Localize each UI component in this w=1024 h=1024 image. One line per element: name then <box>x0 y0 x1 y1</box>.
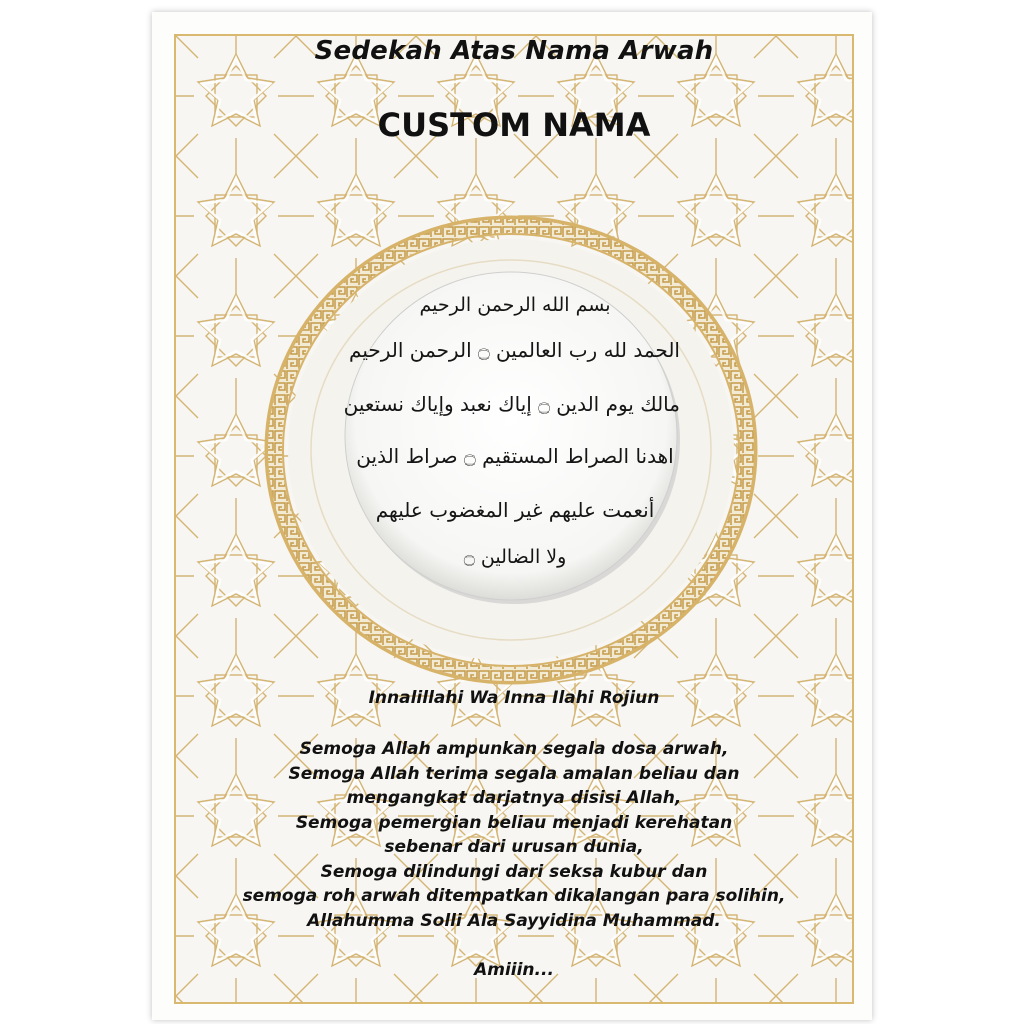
closing-amin: Amiiin... <box>474 960 554 980</box>
prayer-line: Semoga pemergian beliau menjadi kerehatan <box>295 812 733 833</box>
prayer-text <box>174 737 854 933</box>
calligraphy-line: الحمد لله رب العالمين ۝ الرحمن الرحيم <box>349 338 680 362</box>
calligraphy-line: أنعمت عليهم غير المغضوب عليهم <box>375 498 655 522</box>
rojiun-heading: Innalillahi Wa Inna Ilahi Rojiun <box>368 688 660 708</box>
prayer-line: Semoga Allah terima segala amalan beliau dan <box>288 763 740 784</box>
prayer-line: Semoga dilindungi dari seksa kubur dan <box>320 861 708 882</box>
calligraphy-line: اهدنا الصراط المستقيم ۝ صراط الذين <box>356 444 674 468</box>
custom-name-placeholder: CUSTOM NAMA <box>377 106 651 144</box>
poster-title: Sedekah Atas Nama Arwah <box>314 36 714 66</box>
prayer-line: Semoga Allah ampunkan segala dosa arwah, <box>299 739 729 759</box>
calligraphy-line: بسم الله الرحمن الرحيم <box>419 294 611 316</box>
prayer-line: semoga roh arwah ditempatkan dikalangan para solihin, <box>242 886 786 906</box>
prayer-line: sebenar dari urusan dunia, <box>384 837 644 857</box>
al-fatihah-calligraphy <box>343 280 680 600</box>
calligraphy-line: ولا الضالين ۝ <box>463 546 567 568</box>
calligraphy-line: مالك يوم الدين ۝ إياك نعبد وإياك نستعين <box>343 392 680 416</box>
prayer-line: Allahumma Solli Ala Sayyidina Muhammad. <box>307 910 721 931</box>
prayer-line: mengangkat darjatnya disisi Allah, <box>346 788 682 808</box>
